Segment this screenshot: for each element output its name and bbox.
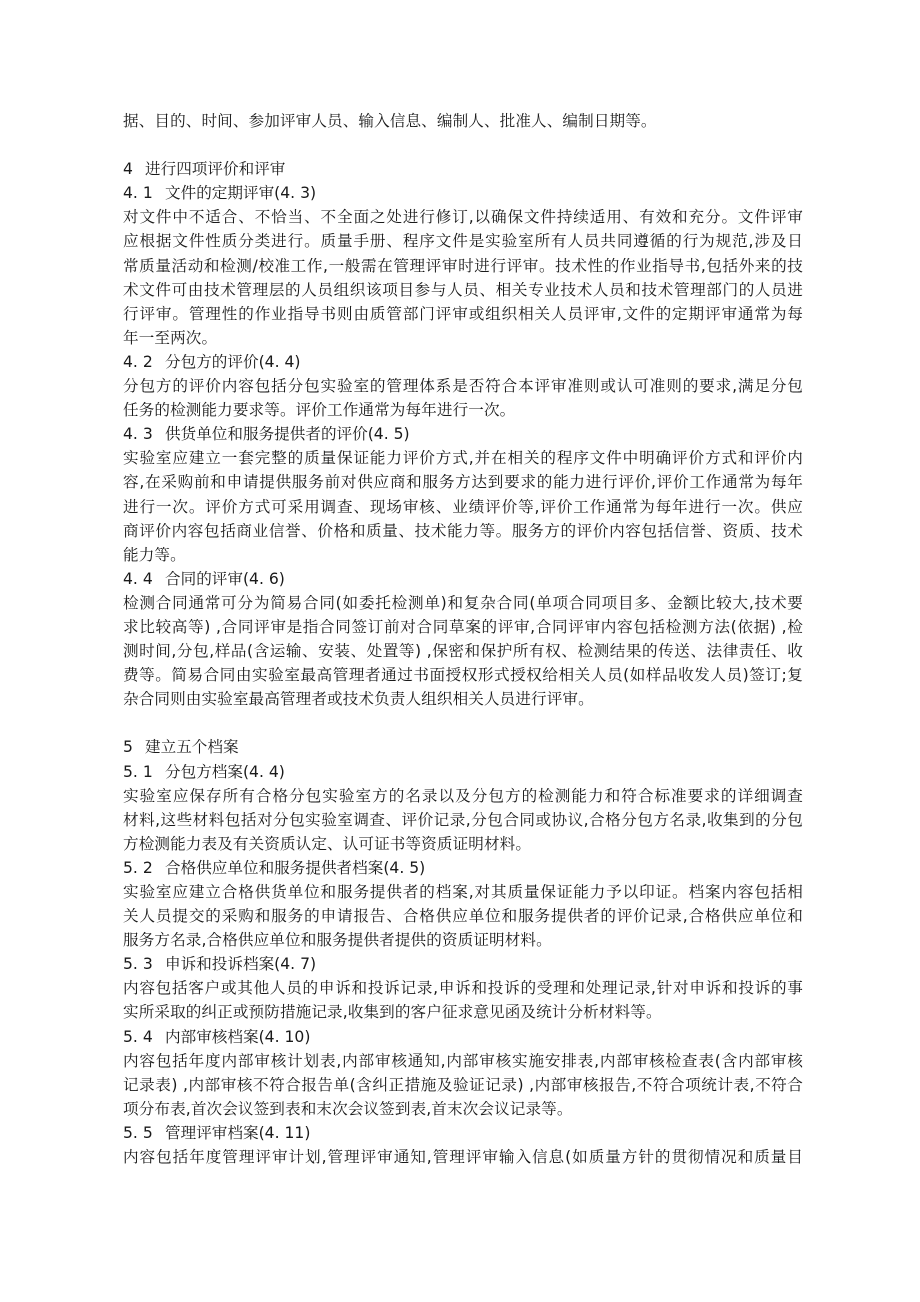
subsection-title: 文件的定期评审(4. 3) <box>165 184 317 203</box>
subsection-heading-5-3 <box>123 952 803 976</box>
paragraph-line: 内容包括年度管理评审计划,管理评审通知,管理评审输入信息(如质量方针的贯彻情况和质量目 <box>123 1148 803 1167</box>
paragraph-line: 服务方名录,合格供应单位和服务提供者提供的资质证明材料。 <box>123 931 552 950</box>
spacer <box>123 711 803 735</box>
subsection-heading-4-1 <box>123 181 803 205</box>
subsection-title: 合格供应单位和服务提供者档案(4. 5) <box>165 858 426 877</box>
paragraph-line: 求比较高等) ,合同评审是指合同签订前对合同草案的评审,合同评审内容包括检测方法(依据) ,检 <box>123 617 803 636</box>
document-page <box>123 109 803 1169</box>
paragraph-line: 任务的检测能力要求等。评价工作通常为每年进行一次。 <box>123 401 516 420</box>
subsection-number: 4. 2 <box>123 352 153 371</box>
paragraph-line: 实所采取的纠正或预防措施记录,收集到的客户征求意见函及统计分析材料等。 <box>123 1003 662 1022</box>
subsection-number: 4. 1 <box>123 184 153 203</box>
subsection-heading-5-1 <box>123 760 803 784</box>
paragraph-line: 内容包括年度内部审核计划表,内部审核通知,内部审核实施安排表,内部审核检查表(含内部审核 <box>123 1051 803 1070</box>
subsection-heading-4-4 <box>123 567 803 591</box>
subsection-heading-5-5 <box>123 1121 803 1145</box>
paragraph-line: 年一至两次。 <box>123 328 218 347</box>
paragraph-line: 能力等。 <box>123 545 186 564</box>
paragraph-line: 费等。简易合同由实验室最高管理者通过书面授权形式授权给相关人员(如样品收发人员)签订;复 <box>123 666 803 685</box>
section-title: 建立五个档案 <box>145 738 239 757</box>
subsection-number: 5. 3 <box>123 955 153 974</box>
subsection-title: 分包方的评价(4. 4) <box>165 352 301 371</box>
subsection-heading-5-2 <box>123 856 803 880</box>
intro-line: 据、目的、时间、参加评审人员、输入信息、编制人、批准人、编制日期等。 <box>123 112 657 130</box>
paragraph-line: 关人员提交的采购和服务的申请报告、合格供应单位和服务提供者的评价记录,合格供应单位和 <box>123 907 803 926</box>
paragraph-line: 进行一次。评价方式可采用调查、现场审核、业绩评价等,评价工作通常为每年进行一次。供应 <box>123 497 803 516</box>
paragraph-line: 应根据文件性质分类进行。质量手册、程序文件是实验室所有人员共同遵循的行为规范,涉及日 <box>123 232 803 251</box>
subsection-title: 合同的评审(4. 6) <box>165 569 285 588</box>
section-heading-4 <box>123 157 803 181</box>
subsection-number: 5. 5 <box>123 1123 153 1142</box>
subsection-number: 5. 4 <box>123 1027 153 1046</box>
paragraph-line: 方检测能力表及有关资质认定、认可证书等资质证明材料。 <box>123 834 532 853</box>
paragraph-line: 容,在采购前和申请提供服务前对供应商和服务方达到要求的能力进行评价,评价工作通常为每年 <box>123 473 803 492</box>
subsection-title: 内部审核档案(4. 10) <box>165 1027 311 1046</box>
subsection-title: 供货单位和服务提供者的评价(4. 5) <box>165 425 410 444</box>
subsection-number: 5. 2 <box>123 858 153 877</box>
subsection-number: 4. 3 <box>123 425 153 444</box>
paragraph-line: 项分布表,首次会议签到表和末次会议签到表,首末次会议记录等。 <box>123 1099 573 1118</box>
paragraph-line: 术文件可由技术管理层的人员组织该项目参与人员、相关专业技术人员和技术管理部门的人员进 <box>123 280 803 299</box>
subsection-title: 申诉和投诉档案(4. 7) <box>165 955 317 974</box>
section-number: 5 <box>123 738 133 757</box>
paragraph-line: 测时间,分包,样品(含运输、安装、处置等) ,保密和保护所有权、检测结果的传送、法律责任、收 <box>123 642 803 661</box>
section-number: 4 <box>123 160 133 179</box>
subsection-number: 5. 1 <box>123 762 153 781</box>
subsection-title: 管理评审档案(4. 11) <box>165 1123 311 1142</box>
paragraph-line: 杂合同则由实验室最高管理者或技术负责人组织相关人员进行评审。 <box>123 690 594 709</box>
paragraph-line: 记录表) ,内部审核不符合报告单(含纠正措施及验证记录) ,内部审核报告,不符合项统计表,不符合 <box>123 1075 803 1094</box>
paragraph-line: 检测合同通常可分为简易合同(如委托检测单)和复杂合同(单项合同项目多、金额比较大,技术要 <box>123 593 803 612</box>
paragraph-line: 常质量活动和检测/校准工作,一般需在管理评审时进行评审。技术性的作业指导书,包括外来的技 <box>123 256 803 275</box>
subsection-number: 4. 4 <box>123 569 153 588</box>
paragraph-line: 分包方的评价内容包括分包实验室的管理体系是否符合本评审准则或认可准则的要求,满足分包 <box>123 377 803 396</box>
paragraph-line: 商评价内容包括商业信誉、价格和质量、技术能力等。服务方的评价内容包括信誉、资质、技术 <box>123 521 803 540</box>
paragraph-line: 内容包括客户或其他人员的申诉和投诉记录,申诉和投诉的受理和处理记录,针对申诉和投诉的事 <box>123 979 803 998</box>
paragraph-line: 实验室应建立合格供货单位和服务提供者的档案,对其质量保证能力予以印证。档案内容包括相 <box>123 883 803 901</box>
paragraph-line: 实验室应保存所有合格分包实验室方的名录以及分包方的检测能力和符合标准要求的详细调查 <box>123 786 803 805</box>
subsection-heading-5-4 <box>123 1025 803 1049</box>
subsection-heading-4-2 <box>123 350 803 374</box>
paragraph-line: 实验室应建立一套完整的质量保证能力评价方式,并在相关的程序文件中明确评价方式和评价内 <box>123 449 803 468</box>
section-heading-5 <box>123 735 803 759</box>
section-title: 进行四项评价和评审 <box>145 160 286 179</box>
spacer <box>123 133 803 157</box>
paragraph-line: 材料,这些材料包括对分包实验室调查、评价记录,分包合同或协议,合格分包方名录,收集到的分包 <box>123 810 803 829</box>
paragraph-line: 对文件中不适合、不恰当、不全面之处进行修订,以确保文件持续适用、有效和充分。文件评审 <box>123 208 803 227</box>
paragraph-line: 行评审。管理性的作业指导书则由质管部门评审或组织相关人员评审,文件的定期评审通常为每 <box>123 304 803 323</box>
subsection-heading-4-3 <box>123 422 803 446</box>
subsection-title: 分包方档案(4. 4) <box>165 762 285 781</box>
